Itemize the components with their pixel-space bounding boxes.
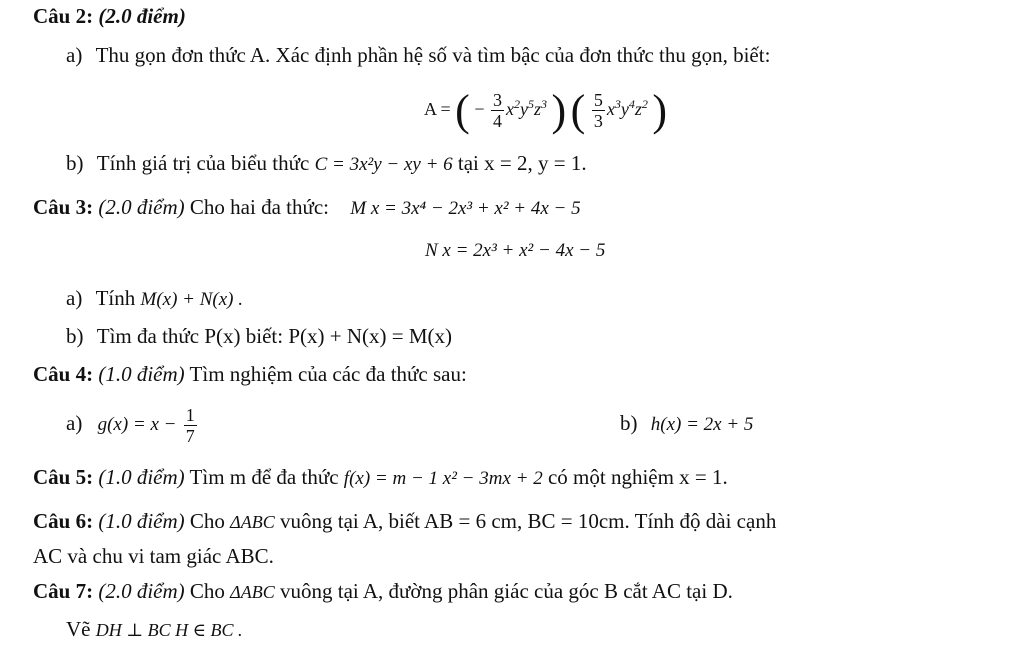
q7-text-3: Vẽ xyxy=(66,617,91,641)
paren-open-2: ( xyxy=(570,85,586,135)
q3-a-expr: M(x) + N(x) . xyxy=(140,289,243,310)
q6-line-2: AC và chu vi tam giác ABC. xyxy=(33,544,274,568)
q4-title: Câu 4: xyxy=(33,362,94,386)
q3-title: Câu 3: xyxy=(33,195,94,219)
fraction-5-3-num: 5 xyxy=(593,90,603,111)
q2-title: Câu 2: xyxy=(33,4,94,28)
q3-heading xyxy=(33,194,581,222)
q6-title: Câu 6: xyxy=(33,509,94,533)
q2-points: (2.0 điểm) xyxy=(98,4,186,28)
q6-points: (1.0 điểm) xyxy=(98,509,185,533)
q2-b-text-2: tại x = 2, y = 1. xyxy=(457,151,587,175)
fraction-3-4 xyxy=(491,90,504,131)
q3-a xyxy=(66,285,243,313)
formula-a-lhs: A = xyxy=(424,99,451,119)
q7-text-2: vuông tại A, đường phân giác của góc B cắt AC tại D. xyxy=(279,579,733,603)
paren-open-1: ( xyxy=(455,85,470,135)
q3-poly-n: N x = 2x³ + x² − 4x − 5 xyxy=(425,240,606,261)
fraction-1-7 xyxy=(184,405,197,446)
fraction-1-7-num: 1 xyxy=(185,404,195,425)
q4-b-label: b) xyxy=(620,411,638,435)
q6 xyxy=(33,508,776,535)
q6-triangle: ΔABC xyxy=(230,512,275,532)
q5 xyxy=(33,464,728,492)
q4-b xyxy=(620,410,753,438)
formula-a-minus: − xyxy=(474,99,485,119)
q5-points: (1.0 điểm) xyxy=(98,465,185,489)
q3-b-label: b) xyxy=(66,324,84,348)
q4-heading xyxy=(33,361,467,387)
q5-expr: f(x) = m − 1 x² − 3mx + 2 xyxy=(343,468,543,489)
q3-b xyxy=(66,323,452,349)
q2-formula-a: A = ( − $\frac{3}{4}$ $x^2y^5z^3$ ) ( $\frac{5}{3}$ $x^3y^4z^2$ ) xyxy=(424,85,667,135)
q2-a-text: Thu gọn đơn thức A. Xác định phần hệ số và tìm bậc của đơn thức thu gọn, biết: xyxy=(95,43,771,67)
q3-a-text: Tính xyxy=(95,286,136,310)
q5-text-2: có một nghiệm x = 1. xyxy=(547,465,728,489)
q2-a-label: a) xyxy=(66,43,83,67)
q7-text-1: Cho xyxy=(189,579,225,603)
paren-close-1: ) xyxy=(551,85,567,135)
q7-title: Câu 7: xyxy=(33,579,94,603)
fraction-5-3-den: 3 xyxy=(593,111,603,132)
q3-poly-m: M x = 3x⁴ − 2x³ + x² + 4x − 5 xyxy=(350,198,581,219)
q2-b xyxy=(66,150,587,178)
q3-a-label: a) xyxy=(66,286,83,310)
q7 xyxy=(33,578,733,605)
q7-expr: DH ⊥ BC H ∈ BC . xyxy=(95,620,243,640)
fraction-3-4-den: 4 xyxy=(492,111,502,132)
q4-intro: Tìm nghiệm của các đa thức sau: xyxy=(189,362,467,386)
fraction-1-7-den: 7 xyxy=(185,425,195,446)
q7-points: (2.0 điểm) xyxy=(98,579,185,603)
q5-text-1: Tìm m để đa thức xyxy=(189,465,339,489)
q4-a xyxy=(66,395,199,451)
q6-text-1: Cho xyxy=(189,509,225,533)
q2-b-label: b) xyxy=(66,151,84,175)
fraction-3-4-num: 3 xyxy=(492,90,502,111)
q3-points: (2.0 điểm) xyxy=(98,195,185,219)
q3-intro: Cho hai đa thức: xyxy=(189,195,330,219)
q4-b-expr: h(x) = 2x + 5 xyxy=(650,414,754,435)
q4-a-label: a) xyxy=(66,411,83,435)
q3-b-text: Tìm đa thức P(x) biết: P(x) + N(x) = M(x) xyxy=(96,324,453,348)
q2-b-text-1: Tính giá trị của biểu thức xyxy=(96,151,310,175)
fraction-5-3 xyxy=(592,90,605,131)
q5-title: Câu 5: xyxy=(33,465,94,489)
q2-a xyxy=(66,42,770,68)
q2-b-expr: C = 3x²y − xy + 6 xyxy=(314,154,453,175)
q7-line-2 xyxy=(66,616,243,643)
q6-text-2: vuông tại A, biết AB = 6 cm, BC = 10cm. Tính độ dài cạnh xyxy=(279,509,777,533)
paren-close-2: ) xyxy=(652,85,667,135)
q4-a-lhs: g(x) = x − xyxy=(97,414,177,435)
q7-triangle: ΔABC xyxy=(230,582,275,602)
q2-heading xyxy=(33,3,186,29)
q4-points: (1.0 điểm) xyxy=(98,362,185,386)
